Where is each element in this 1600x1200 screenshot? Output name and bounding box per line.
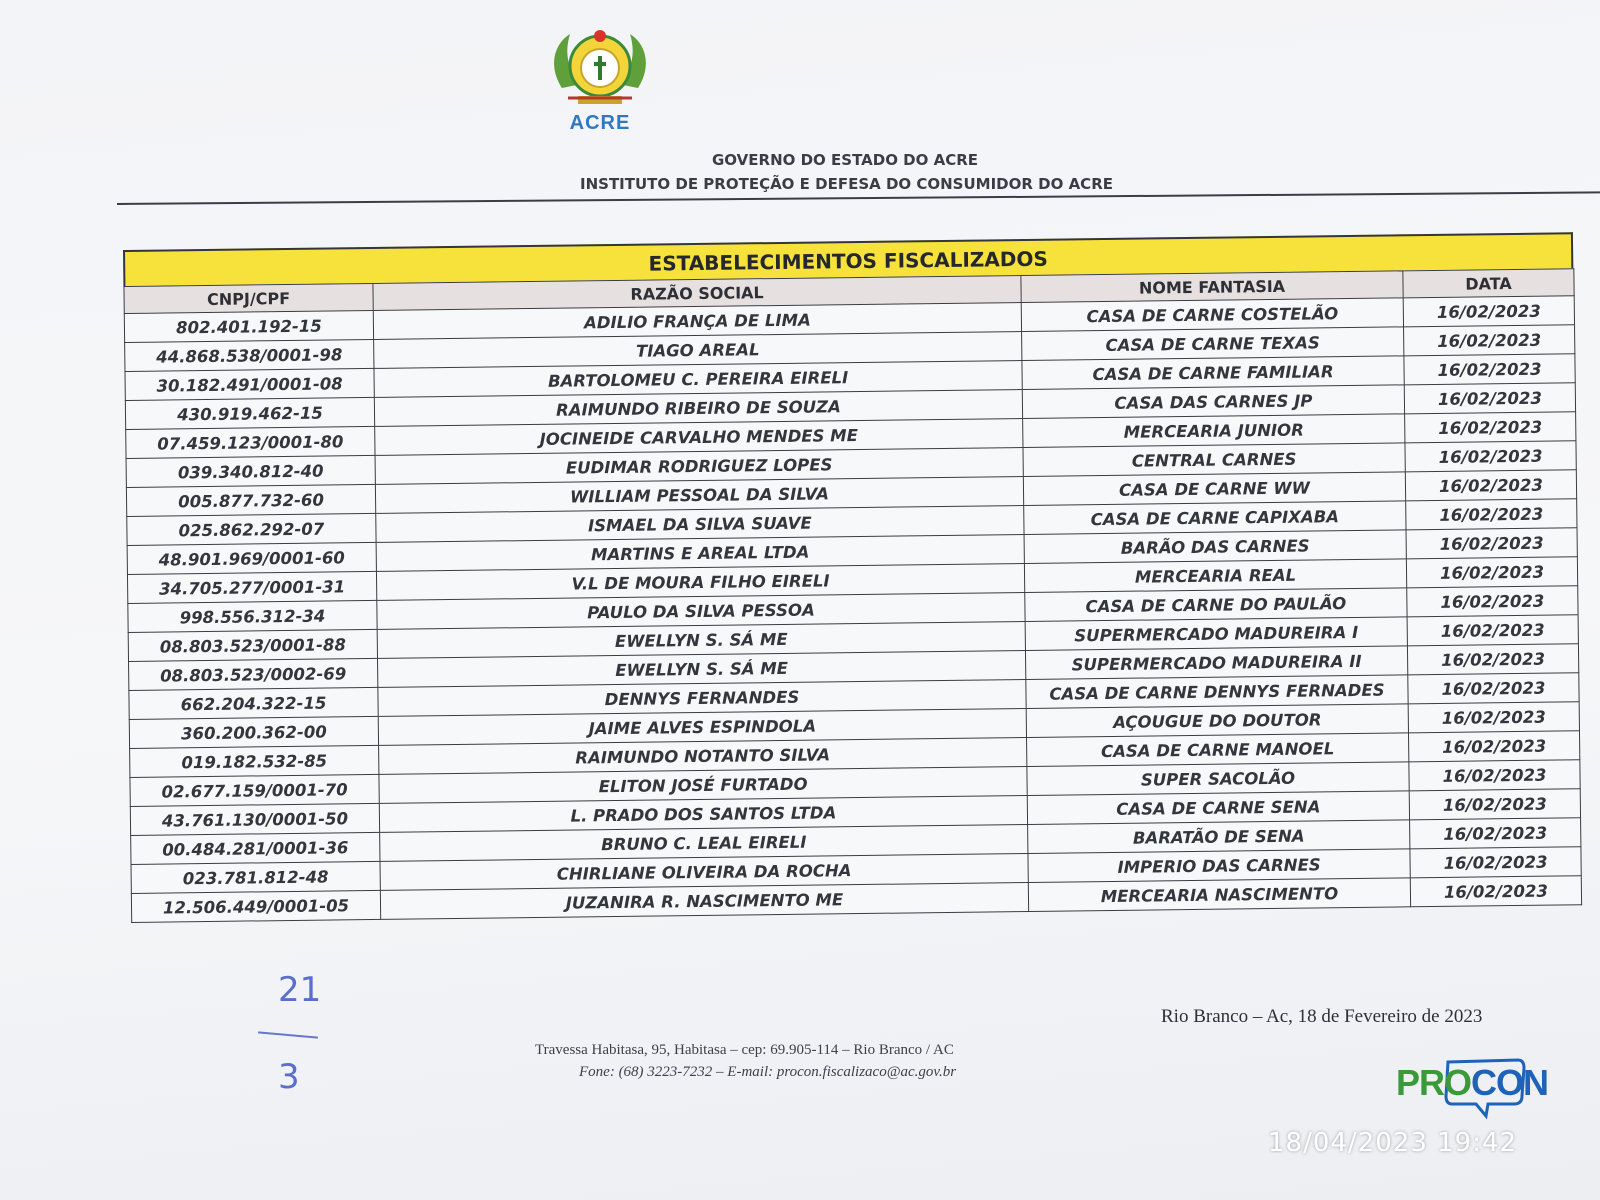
column-header-razao-social: RAZÃO SOCIAL [373,276,1021,311]
cell-data: 16/02/2023 [1408,731,1579,762]
inspected-establishments-table [123,268,1582,923]
cell-data: 16/02/2023 [1403,296,1574,327]
cell-cnpj-cpf: 00.484.281/0001-36 [131,832,380,864]
cell-razao-social: JOCINEIDE CARVALHO MENDES ME [375,419,1023,456]
cell-razao-social: ADILIO FRANÇA DE LIMA [373,303,1021,340]
cell-data: 16/02/2023 [1409,760,1580,791]
cell-razao-social: CHIRLIANE OLIVEIRA DA ROCHA [380,853,1028,890]
column-header-nome-fantasia: NOME FANTASIA [1021,271,1403,303]
cell-data: 16/02/2023 [1406,557,1577,588]
cell-razao-social: EWELLYN S. SÁ ME [378,651,1026,688]
cell-nome-fantasia: MERCEARIA REAL [1024,559,1406,593]
procon-logo [1396,1056,1549,1136]
cell-data: 16/02/2023 [1410,818,1581,849]
acre-coat-of-arms-logo [548,26,652,144]
cell-nome-fantasia: CASA DE CARNE DENNYS FERNADES [1026,675,1408,709]
cell-cnpj-cpf: 08.803.523/0002-69 [129,658,378,690]
cell-data: 16/02/2023 [1410,847,1581,878]
cell-nome-fantasia: IMPERIO DAS CARNES [1028,849,1410,883]
cell-data: 16/02/2023 [1406,528,1577,559]
cell-cnpj-cpf: 07.459.123/0001-80 [126,426,375,458]
cell-data: 16/02/2023 [1405,470,1576,501]
cell-cnpj-cpf: 43.761.130/0001-50 [130,803,379,835]
place-and-date: Rio Branco – Ac, 18 de Fevereiro de 2023 [1161,1006,1483,1027]
cell-razao-social: MARTINS E AREAL LTDA [376,535,1024,572]
cell-nome-fantasia: SUPER SACOLÃO [1027,762,1409,796]
footer-contact: Fone: (68) 3223-7232 – E-mail: procon.fiscalizaco@ac.gov.br [579,1064,957,1080]
cell-razao-social: L. PRADO DOS SANTOS LTDA [379,795,1027,832]
cell-nome-fantasia: CASA DAS CARNES JP [1022,385,1404,419]
institute-title: INSTITUTO DE PROTEÇÃO E DEFESA DO CONSUMIDOR DO ACRE [580,175,1113,193]
handwritten-denominator: 3 [278,1057,300,1097]
cell-cnpj-cpf: 662.204.322-15 [129,687,378,719]
cell-data: 16/02/2023 [1408,673,1579,704]
cell-data: 16/02/2023 [1405,441,1576,472]
cell-cnpj-cpf: 039.340.812-40 [126,455,375,487]
cell-razao-social: TIAGO AREAL [374,332,1022,369]
cell-razao-social: RAIMUNDO RIBEIRO DE SOUZA [374,390,1022,427]
cell-cnpj-cpf: 30.182.491/0001-08 [125,368,374,400]
cell-razao-social: DENNYS FERNANDES [378,680,1026,717]
cell-data: 16/02/2023 [1404,325,1575,356]
cell-razao-social: BRUNO C. LEAL EIRELI [380,824,1028,861]
cell-nome-fantasia: CASA DE CARNE MANOEL [1027,733,1409,767]
cell-data: 16/02/2023 [1407,586,1578,617]
cell-razao-social: RAIMUNDO NOTANTO SILVA [379,737,1027,774]
cell-data: 16/02/2023 [1405,412,1576,443]
table-body [124,296,1581,923]
crest-emblem-icon [548,26,652,112]
cell-cnpj-cpf: 12.506.449/0001-05 [131,890,380,922]
header-divider [117,191,1600,205]
cell-razao-social: ELITON JOSÉ FURTADO [379,766,1027,803]
cell-razao-social: PAULO DA SILVA PESSOA [377,593,1025,630]
cell-nome-fantasia: CASA DE CARNE DO PAULÃO [1025,588,1407,622]
cell-razao-social: EUDIMAR RODRIGUEZ LOPES [375,448,1023,485]
cell-cnpj-cpf: 005.877.732-60 [126,484,375,516]
photo-timestamp: 18/04/2023 19:42 [1268,1128,1518,1158]
cell-data: 16/02/2023 [1407,615,1578,646]
cell-cnpj-cpf: 02.677.159/0001-70 [130,774,379,806]
cell-cnpj-cpf: 48.901.969/0001-60 [127,542,376,574]
cell-cnpj-cpf: 802.401.192-15 [124,310,373,342]
cell-nome-fantasia: CASA DE CARNE FAMILIAR [1022,356,1404,390]
cell-data: 16/02/2023 [1409,789,1580,820]
cell-nome-fantasia: AÇOUGUE DO DOUTOR [1026,704,1408,738]
cell-nome-fantasia: BARÃO DAS CARNES [1024,530,1406,564]
table-title: ESTABELECIMENTOS FISCALIZADOS [123,232,1573,286]
column-header-data: DATA [1403,269,1574,298]
cell-nome-fantasia: BARATÃO DE SENA [1028,820,1410,854]
cell-cnpj-cpf: 360.200.362-00 [129,716,378,748]
cell-cnpj-cpf: 025.862.292-07 [127,513,376,545]
cell-razao-social: EWELLYN S. SÁ ME [377,622,1025,659]
cell-cnpj-cpf: 019.182.532-85 [130,745,379,777]
cell-cnpj-cpf: 023.781.812-48 [131,861,380,893]
cell-razao-social: JUZANIRA R. NASCIMENTO ME [380,882,1028,919]
cell-cnpj-cpf: 08.803.523/0001-88 [128,629,377,661]
cell-nome-fantasia: MERCEARIA JUNIOR [1023,414,1405,448]
procon-wordmark: PROCON [1396,1062,1549,1103]
cell-nome-fantasia: CASA DE CARNE SENA [1027,791,1409,825]
cell-nome-fantasia: CASA DE CARNE TEXAS [1022,327,1404,361]
cell-cnpj-cpf: 430.919.462-15 [125,397,374,429]
cell-razao-social: ISMAEL DA SILVA SUAVE [376,506,1024,543]
cell-nome-fantasia: CASA DE CARNE WW [1023,472,1405,506]
cell-razao-social: BARTOLOMEU C. PEREIRA EIRELI [374,361,1022,398]
cell-razao-social: WILLIAM PESSOAL DA SILVA [375,477,1023,514]
handwritten-fraction-line [258,1031,318,1038]
cell-data: 16/02/2023 [1410,876,1581,907]
cell-nome-fantasia: CASA DE CARNE COSTELÃO [1021,298,1403,332]
cell-razao-social: V.L DE MOURA FILHO EIRELI [376,564,1024,601]
cell-data: 16/02/2023 [1404,383,1575,414]
cell-cnpj-cpf: 998.556.312-34 [128,600,377,632]
cell-data: 16/02/2023 [1404,354,1575,385]
cell-data: 16/02/2023 [1408,702,1579,733]
column-header-cnpj-cpf: CNPJ/CPF [124,283,373,313]
cell-nome-fantasia: SUPERMERCADO MADUREIRA II [1025,646,1407,680]
inspected-establishments-table-container [123,232,1581,923]
cell-nome-fantasia: CASA DE CARNE CAPIXABA [1024,501,1406,535]
government-title: GOVERNO DO ESTADO DO ACRE [712,151,979,169]
crest-label: ACRE [569,112,631,134]
handwritten-numerator: 21 [278,970,322,1010]
cell-nome-fantasia: CENTRAL CARNES [1023,443,1405,477]
cell-razao-social: JAIME ALVES ESPINDOLA [378,709,1026,746]
cell-cnpj-cpf: 34.705.277/0001-31 [127,571,376,603]
cell-nome-fantasia: MERCEARIA NASCIMENTO [1028,878,1410,912]
cell-cnpj-cpf: 44.868.538/0001-98 [125,339,374,371]
cell-data: 16/02/2023 [1407,644,1578,675]
cell-data: 16/02/2023 [1406,499,1577,530]
footer-address: Travessa Habitasa, 95, Habitasa – cep: 69.905-114 – Rio Branco / AC [535,1042,954,1058]
cell-nome-fantasia: SUPERMERCADO MADUREIRA I [1025,617,1407,651]
